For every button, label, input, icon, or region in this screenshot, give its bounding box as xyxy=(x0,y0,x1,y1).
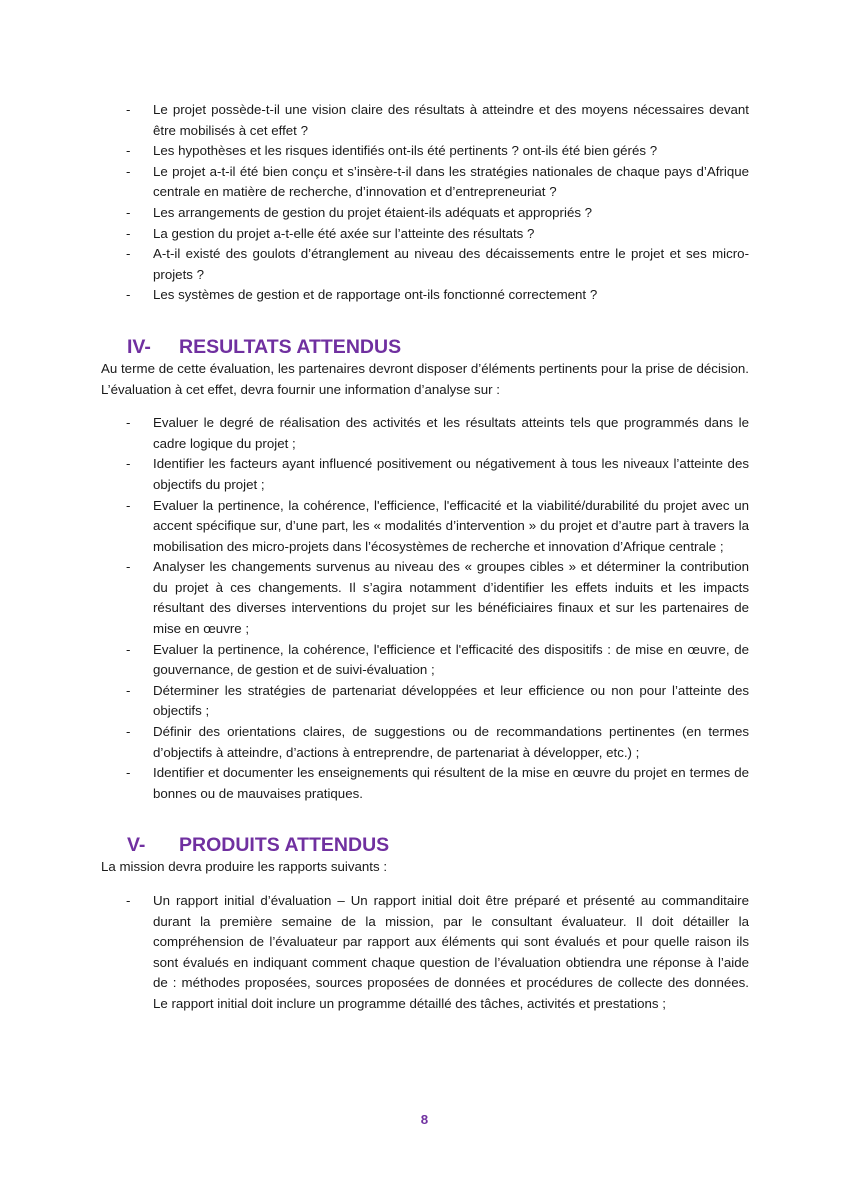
list-item: - Un rapport initial d’évaluation – Un rapport initial doit être préparé et présenté au commanditaire durant la première semaine de la mission, par le consultant évaluateur. Il doit détailler la compréhension de l’évaluateur par rapport aux éléments qui sont évalués et pour quelle raison ils sont évalués en indiquant comment chaque question de l’évaluation obtiendra une réponse à l’aide de : méthodes proposées, sources proposées de données et procédures de collecte des données. Le rapport initial doit inclure un programme détaillé des tâches, activités et prestations ; xyxy=(101,891,749,1015)
list-item: - Identifier les facteurs ayant influencé positivement ou négativement à tous les niveaux l’atteinte des objectifs du projet ; xyxy=(101,454,749,495)
list-item: - Le projet possède-t-il une vision claire des résultats à atteindre et des moyens nécessaires devant être mobilisés à cet effet ? xyxy=(101,100,749,141)
section-heading-resultats xyxy=(101,335,749,359)
section-heading-produits xyxy=(101,833,749,857)
list-item: - Les hypothèses et les risques identifiés ont-ils été pertinents ? ont-ils été bien gérés ? xyxy=(101,141,749,162)
section-intro: Au terme de cette évaluation, les partenaires devront disposer d’éléments pertinents pour la prise de décision. L’évaluation à cet effet, devra fournir une information d’analyse sur : xyxy=(101,360,749,397)
section-intro: La mission devra produire les rapports suivants : xyxy=(101,859,388,875)
list-item: - Evaluer le degré de réalisation des activités et les résultats atteints tels que programmés dans le cadre logique du projet ; xyxy=(101,413,749,454)
section-title: RESULTATS ATTENDUS xyxy=(179,335,402,358)
list-item: - Evaluer la pertinence, la cohérence, l'efficience, l'efficacité et la viabilité/durabilité du projet avec un accent spécifique sur, d’une part, les « modalités d’intervention » du projet et d’autre part à travers la mobilisation des micro-projets dans l’écosystèmes de recherche et innovation d’Afrique centrale ; xyxy=(101,496,749,558)
list-item: - Les systèmes de gestion et de rapportage ont-ils fonctionné correctement ? xyxy=(101,285,749,306)
page-content xyxy=(101,100,749,1015)
list-item: - Identifier et documenter les enseignements qui résultent de la mise en œuvre du projet en termes de bonnes ou de mauvaises pratiques. xyxy=(101,763,749,804)
list-item: - Déterminer les stratégies de partenariat développées et leur efficience ou non pour l’atteinte des objectifs ; xyxy=(101,681,749,722)
evaluation-questions-list xyxy=(101,100,749,306)
expected-results-list xyxy=(101,413,749,804)
list-item: - Analyser les changements survenus au niveau des « groupes cibles » et déterminer la contribution du projet à ces changements. Il s’agira notamment d’identifier les effets induits et les impacts résultant des diverses interventions du projet sur les bénéficiaires finaux et sur les partenaires de mise en œuvre ; xyxy=(101,557,749,639)
section-number: V- xyxy=(127,834,146,857)
list-item: - La gestion du projet a-t-elle été axée sur l’atteinte des résultats ? xyxy=(101,224,749,245)
section-title: PRODUITS ATTENDUS xyxy=(179,834,390,857)
list-item: - Les arrangements de gestion du projet étaient-ils adéquats et appropriés ? xyxy=(101,203,749,224)
section-number: IV- xyxy=(127,335,151,358)
page-number: 8 xyxy=(420,1112,429,1127)
list-item: - A-t-il existé des goulots d’étranglement au niveau des décaissements entre le projet et ses micro-projets ? xyxy=(101,244,749,285)
list-item: - Définir des orientations claires, de suggestions ou de recommandations pertinentes (en termes d’objectifs à atteindre, d’actions à entreprendre, de partenariat à développer, etc.) ; xyxy=(101,722,749,763)
expected-products-list xyxy=(101,891,749,1015)
list-item: - Evaluer la pertinence, la cohérence, l'efficience et l'efficacité des dispositifs : de mise en œuvre, de gouvernance, de gestion et de suivi-évaluation ; xyxy=(101,640,749,681)
list-item: - Le projet a-t-il été bien conçu et s’insère-t-il dans les stratégies nationales de chaque pays d’Afrique centrale en matière de recherche, d’innovation et d’entrepreneuriat ? xyxy=(101,162,749,203)
